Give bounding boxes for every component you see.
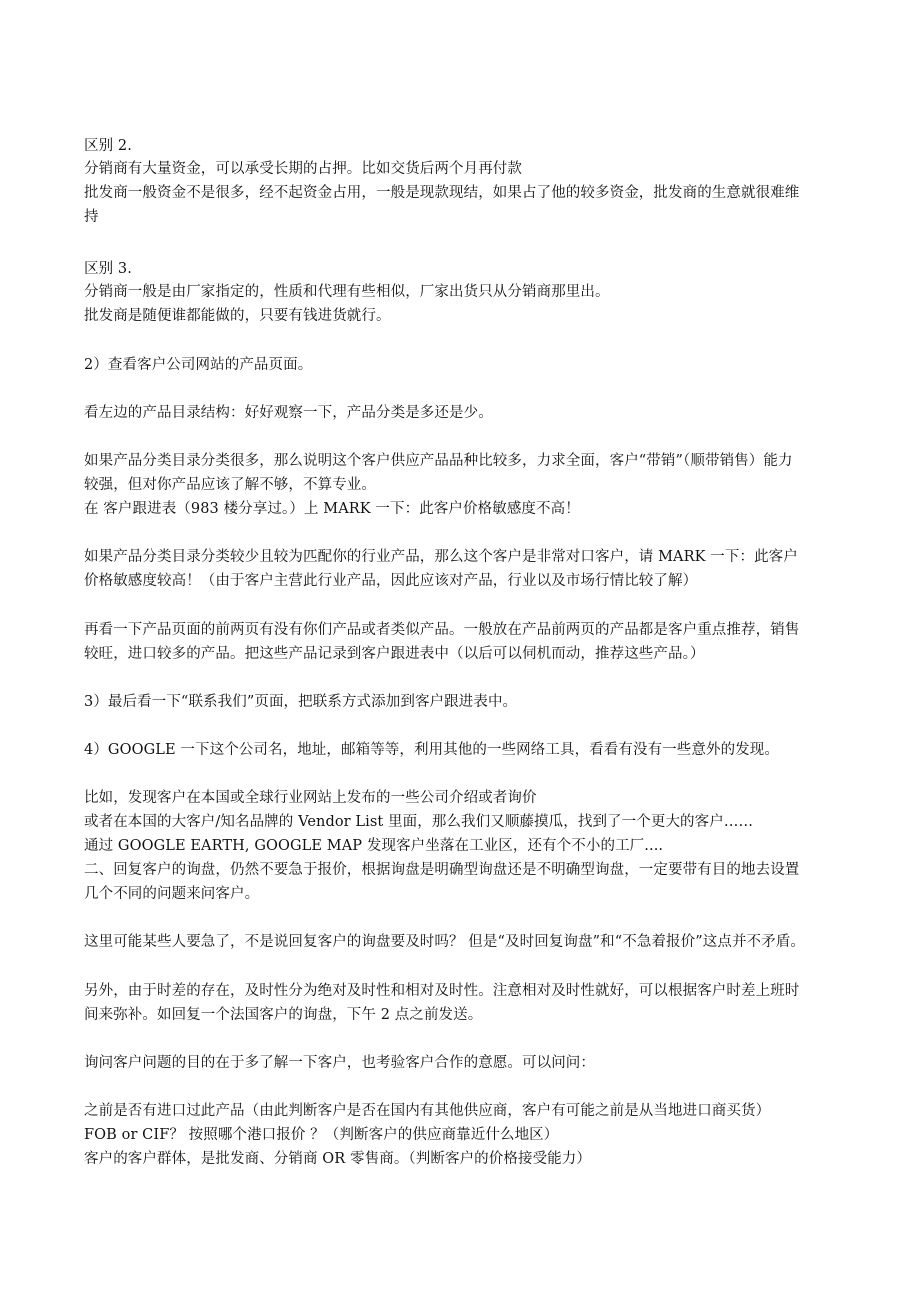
text-line: 分销商有大量资金，可以承受长期的占押。比如交货后两个月再付款 — [84, 161, 522, 177]
text-line: 较旺，进口较多的产品。把这些产品记录到客户跟进表中（以后可以伺机而动，推荐这些产品。） — [84, 646, 705, 662]
step-heading-2: 2）查看客户公司网站的产品页面。 — [84, 357, 313, 373]
text-line: 这里可能某些人要急了，不是说回复客户的询盘要及时吗？ 但是“及时回复询盘”和“不急着报价”这点并不矛盾。 — [84, 934, 805, 950]
text-line: 如果产品分类目录分类较少且较为匹配你的行业产品，那么这个客户是非常对口客户，请 MARK 一下：此客户 — [84, 549, 798, 565]
text-line: 通过 GOOGLE EARTH, GOOGLE MAP 发现客户坐落在工业区，还有个不小的工厂.... — [84, 838, 664, 854]
text-line: 批发商一般资金不是很多，经不起资金占用，一般是现款现结，如果占了他的较多资金，批发商的生意就很难维 — [84, 185, 800, 201]
text-line: 分销商一般是由厂家指定的，性质和代理有些相似，厂家出货只从分销商那里出。 — [84, 284, 610, 300]
step-heading-4: 4）GOOGLE 一下这个公司名，地址，邮箱等等，利用其他的一些网络工具，看看有没有一些意外的发现。 — [84, 742, 779, 758]
section-heading-difference-2: 区别 2. — [84, 138, 132, 154]
text-line: 再看一下产品页面的前两页有没有你们产品或者类似产品。一般放在产品前两页的产品都是客户重点推荐，销售 — [84, 622, 800, 638]
section-heading-reply-inquiry: 二、回复客户的询盘，仍然不要急于报价，根据询盘是明确型询盘还是不明确型询盘，一定要带有目的地去设置 — [84, 862, 800, 878]
text-line: 之前是否有进口过此产品（由此判断客户是否在国内有其他供应商，客户有可能之前是从当地进口商买货） — [84, 1103, 771, 1119]
text-line: 另外，由于时差的存在，及时性分为绝对及时性和相对及时性。注意相对及时性就好，可以根据客户时差上班时 — [84, 983, 800, 999]
text-line: 比如，发现客户在本国或全球行业网站上发布的一些公司介绍或者询价 — [84, 790, 537, 806]
text-line: 价格敏感度较高！（由于客户主营此行业产品，因此应该对产品，行业以及市场行情比较了解） — [84, 573, 698, 589]
text-line: 如果产品分类目录分类很多，那么说明这个客户供应产品品种比较多，力求全面，客户“带销”（顺带销售）能力 — [84, 453, 793, 469]
text-line: 间来弥补。如回复一个法国客户的询盘，下午 2 点之前发送。 — [84, 1007, 483, 1023]
text-line: 批发商是随便谁都能做的，只要有钱进货就行。 — [84, 308, 391, 324]
text-line: 较强，但对你产品应该了解不够，不算专业。 — [84, 477, 376, 493]
text-line: 持 — [84, 209, 99, 225]
text-line: 在 客户跟进表（983 楼分享过。）上 MARK 一下：此客户价格敏感度不高！ — [84, 501, 580, 517]
text-line: FOB or CIF？ 按照哪个港口报价 ？（判断客户的供应商靠近什么地区） — [84, 1127, 559, 1143]
step-heading-3: 3）最后看一下“联系我们”页面，把联系方式添加到客户跟进表中。 — [84, 694, 518, 710]
text-line: 看左边的产品目录结构：好好观察一下，产品分类是多还是少。 — [84, 405, 493, 421]
text-line: 几个不同的问题来问客户。 — [84, 886, 260, 902]
text-line: 客户的客户群体，是批发商、分销商 OR 零售商。（判断客户的价格接受能力） — [84, 1151, 591, 1167]
section-heading-difference-3: 区别 3. — [84, 261, 132, 277]
text-line: 询问客户问题的目的在于多了解一下客户，也考验客户合作的意愿。可以问问： — [84, 1055, 595, 1071]
text-line: 或者在本国的大客户/知名品牌的 Vendor List 里面，那么我们又顺藤摸瓜，找到了一个更大的客户…… — [84, 814, 754, 830]
